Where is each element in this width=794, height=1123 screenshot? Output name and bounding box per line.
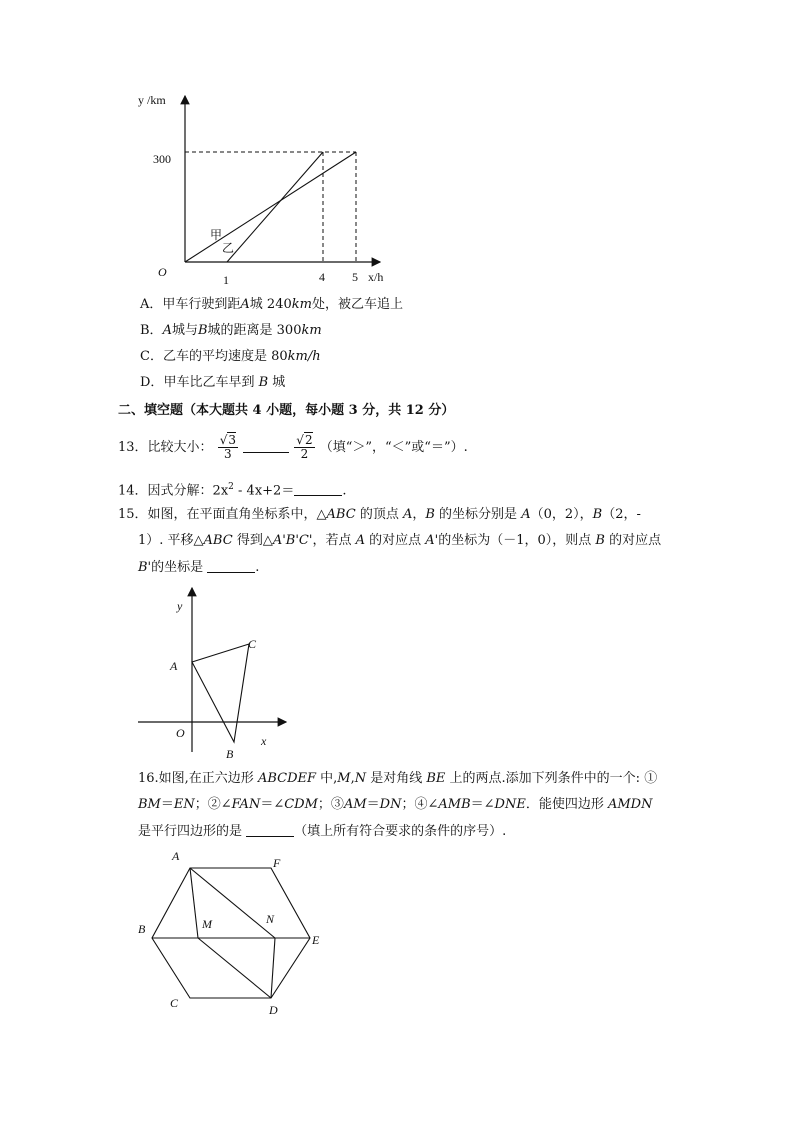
vertex-a-label: A xyxy=(172,849,180,863)
segment-md xyxy=(198,938,271,998)
answer-blank-14[interactable] xyxy=(294,481,342,496)
x-tick-4: 4 xyxy=(319,270,325,284)
point-n-label: N xyxy=(266,912,275,926)
label-jia: 甲 xyxy=(210,228,223,242)
label-yi: 乙 xyxy=(222,241,235,255)
origin-label: O xyxy=(158,265,167,279)
triangle-coordinate-graph xyxy=(132,582,302,762)
answer-blank-13[interactable] xyxy=(243,438,289,453)
option-d: D．甲车比乙车早到 B 城 xyxy=(140,375,286,390)
segment-am xyxy=(190,868,198,938)
vertex-c-label: C xyxy=(170,996,179,1010)
y-axis-label: y /km xyxy=(138,93,166,107)
line-yi xyxy=(227,152,323,262)
y-label: y xyxy=(177,599,183,613)
option-b: B．A城与B城的距离是 300km xyxy=(140,323,322,338)
point-a-label: A xyxy=(170,659,178,673)
hexagon-figure xyxy=(130,846,340,1022)
segment-nd xyxy=(271,938,275,998)
vertex-f-label: F xyxy=(273,856,281,870)
origin-label: O xyxy=(176,726,185,740)
section-heading: 二、填空题（本大题共 4 小题，每小题 3 分，共 12 分） xyxy=(118,403,455,418)
question-16-line3: 是平行四边形的是 （填上所有符合要求的条件的序号）. xyxy=(138,824,507,839)
option-a: A．甲车行驶到距A城 240km处，被乙车追上 xyxy=(140,297,403,312)
question-16-line1: 16.如图,在正六边形 ABCDEF 中,M,N 是对角线 BE 上的两点.添加下列条件中的一个: ① xyxy=(138,771,658,786)
fraction-1: $\frac{√3}{3}$ xyxy=(219,433,236,461)
y-tick-300: 300 xyxy=(153,152,171,166)
triangle-abc xyxy=(192,644,249,742)
answer-blank-16[interactable] xyxy=(246,822,294,837)
point-b-label: B xyxy=(226,747,234,761)
question-16-line2: BM＝EN；②∠FAN＝∠CDM；③AM＝DN；④∠AMB＝∠DNE．能使四边形 AMDN xyxy=(138,797,653,812)
point-c-label: C xyxy=(248,637,257,651)
x-axis-label: x/h xyxy=(368,270,384,284)
distance-time-graph xyxy=(130,88,400,288)
vertex-e-label: E xyxy=(312,933,320,947)
question-15-line1: 15．如图，在平面直角坐标系中，△ABC 的顶点 A，B 的坐标分别是 A（0，2），B（2，- xyxy=(118,507,641,522)
question-14: 14．因式分解：$2x^2 - 4x+2=$ . xyxy=(118,482,347,499)
point-m-label: M xyxy=(202,917,212,931)
question-13: 13．比较大小： $\frac{√3}{3}$ $\frac{√2}{2}$ （填“＞”，“＜”或“＝”）. xyxy=(118,433,468,461)
vertex-b-label: B xyxy=(138,922,146,936)
line-jia xyxy=(185,152,356,262)
fraction-2: $\frac{√2}{2}$ xyxy=(296,433,313,461)
question-15-line3: B'的坐标是 . xyxy=(138,560,260,575)
hexagon-abcdef xyxy=(152,868,310,998)
x-label: x xyxy=(261,734,267,748)
answer-blank-15[interactable] xyxy=(207,558,255,573)
x-tick-1: 1 xyxy=(223,273,229,287)
option-c: C．乙车的平均速度是 80km/h xyxy=(140,349,321,364)
vertex-d-label: D xyxy=(269,1003,278,1017)
question-15-line2: 1）. 平移△ABC 得到△A'B'C'，若点 A 的对应点 A'的坐标为（－1，0），则点 B 的对应点 xyxy=(138,533,662,548)
x-tick-5: 5 xyxy=(352,270,358,284)
